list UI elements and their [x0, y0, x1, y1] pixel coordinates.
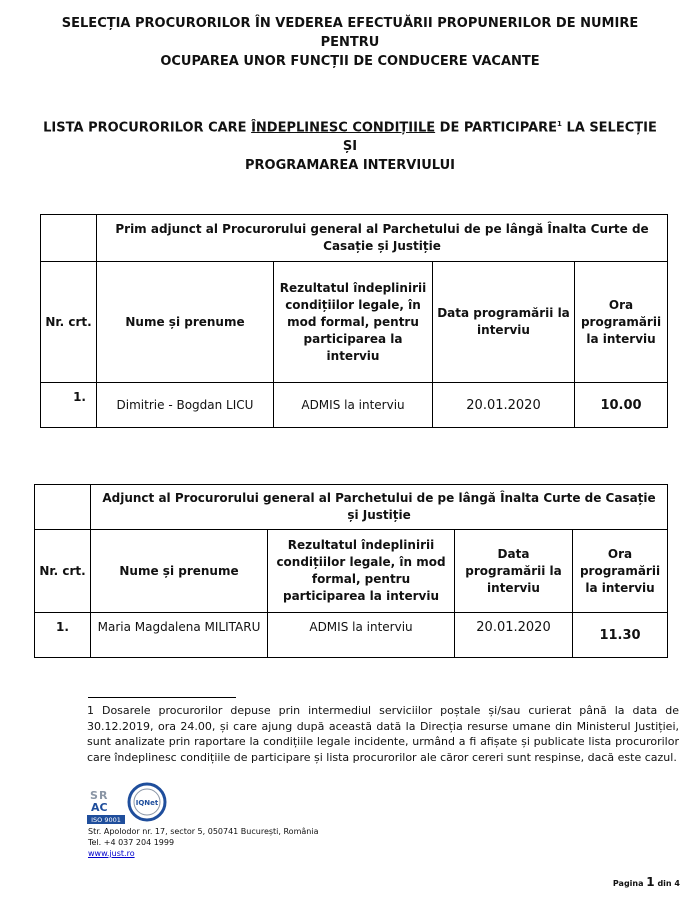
selection-table-2	[34, 484, 668, 658]
list-title-part1: LISTA PROCURORILOR CARE	[43, 120, 252, 136]
iqnet-text: IQNet	[135, 799, 159, 807]
header-time: Ora programării la interviu	[573, 530, 668, 613]
header-result: Rezultatul îndeplinirii condițiilor legale, în mod formal, pentru participarea la interviu	[268, 530, 455, 613]
document-title-line2: OCUPAREA UNOR FUNCȚII DE CONDUCERE VACANTE	[160, 54, 540, 69]
header-time: Ora programării la interviu	[575, 262, 668, 383]
srac-text-s: S	[90, 789, 98, 802]
srac-text-ac: AC	[91, 801, 108, 814]
page-of: din	[657, 879, 672, 888]
list-title-part2: DE PARTICIPARE	[435, 120, 558, 136]
footnote-separator	[88, 697, 236, 698]
header-name: Nume și prenume	[97, 262, 274, 383]
empty-corner-cell	[41, 215, 97, 262]
page-label: Pagina	[612, 879, 644, 888]
row-result: ADMIS la interviu	[268, 613, 455, 658]
table-row	[41, 383, 668, 428]
iso-text: ISO 9001	[91, 816, 121, 824]
row-name: Dimitrie - Bogdan LICU	[97, 383, 274, 428]
header-result: Rezultatul îndeplinirii condițiilor legale, în mod formal, pentru participarea la interviu	[274, 262, 433, 383]
header-nr: Nr. crt.	[41, 262, 97, 383]
list-title-part3: LA SELECȚIE ȘI	[342, 120, 657, 155]
footnote-text: 1 Dosarele procurorilor depuse prin intermediul serviciilor poștale și/sau curierat până la data de 30.12.2019, ora 24.00, și care ajung după această dată la Direcția resurse umane din Ministerul Justiției, sunt analizate prin raportare la condițiile legale incidente, urmând a fi afișate și publicate lista procurorilor care îndeplinesc condițiile de participare și lista procurorilor ale căror cereri sunt respinse, dacă este cazul.	[87, 704, 679, 764]
header-date: Data programării la interviu	[433, 262, 575, 383]
row-date: 20.01.2020	[455, 613, 573, 658]
footnote-mark[interactable]: 1	[557, 120, 562, 128]
row-date: 20.01.2020	[433, 383, 575, 428]
table-row	[35, 613, 668, 658]
page-number	[613, 875, 680, 889]
row-nr: 1.	[35, 613, 91, 658]
list-title-line2: PROGRAMAREA INTERVIULUI	[245, 158, 455, 174]
address-block	[88, 826, 318, 859]
phone-line: Tel. +4 037 204 1999	[88, 838, 175, 847]
row-result: ADMIS la interviu	[274, 383, 433, 428]
row-nr: 1.	[41, 383, 97, 428]
srac-iso-logo	[87, 784, 125, 824]
srac-text-r: R	[99, 789, 108, 802]
list-title	[40, 115, 660, 175]
row-name: Maria Magdalena MILITARU	[91, 613, 268, 658]
position-title: Adjunct al Procurorului general al Parchetului de pe lângă Înalta Curte de Casație și Justiție	[91, 485, 668, 530]
selection-table-1	[40, 214, 668, 428]
header-nr: Nr. crt.	[35, 530, 91, 613]
position-title: Prim adjunct al Procurorului general al Parchetului de pe lângă Înalta Curte de Casație și Justiție	[97, 215, 668, 262]
empty-corner-cell	[35, 485, 91, 530]
row-time: 10.00	[575, 383, 668, 428]
iqnet-logo	[127, 782, 167, 822]
website-link[interactable]: www.just.ro	[88, 849, 135, 858]
list-title-line1	[40, 115, 660, 156]
document-title-line1: SELECȚIA PROCURORILOR ÎN VEDEREA EFECTUĂRII PROPUNERILOR DE NUMIRE PENTRU	[61, 16, 639, 50]
row-time: 11.30	[573, 613, 668, 658]
header-date: Data programării la interviu	[455, 530, 573, 613]
list-title-underlined: ÎNDEPLINESC CONDIȚIILE	[251, 120, 436, 136]
header-name: Nume și prenume	[91, 530, 268, 613]
address-line: Str. Apolodor nr. 17, sector 5, 050741 București, România	[88, 827, 319, 836]
page-total: 4	[674, 879, 680, 888]
page-current: 1	[646, 875, 655, 889]
document-title	[40, 14, 660, 71]
